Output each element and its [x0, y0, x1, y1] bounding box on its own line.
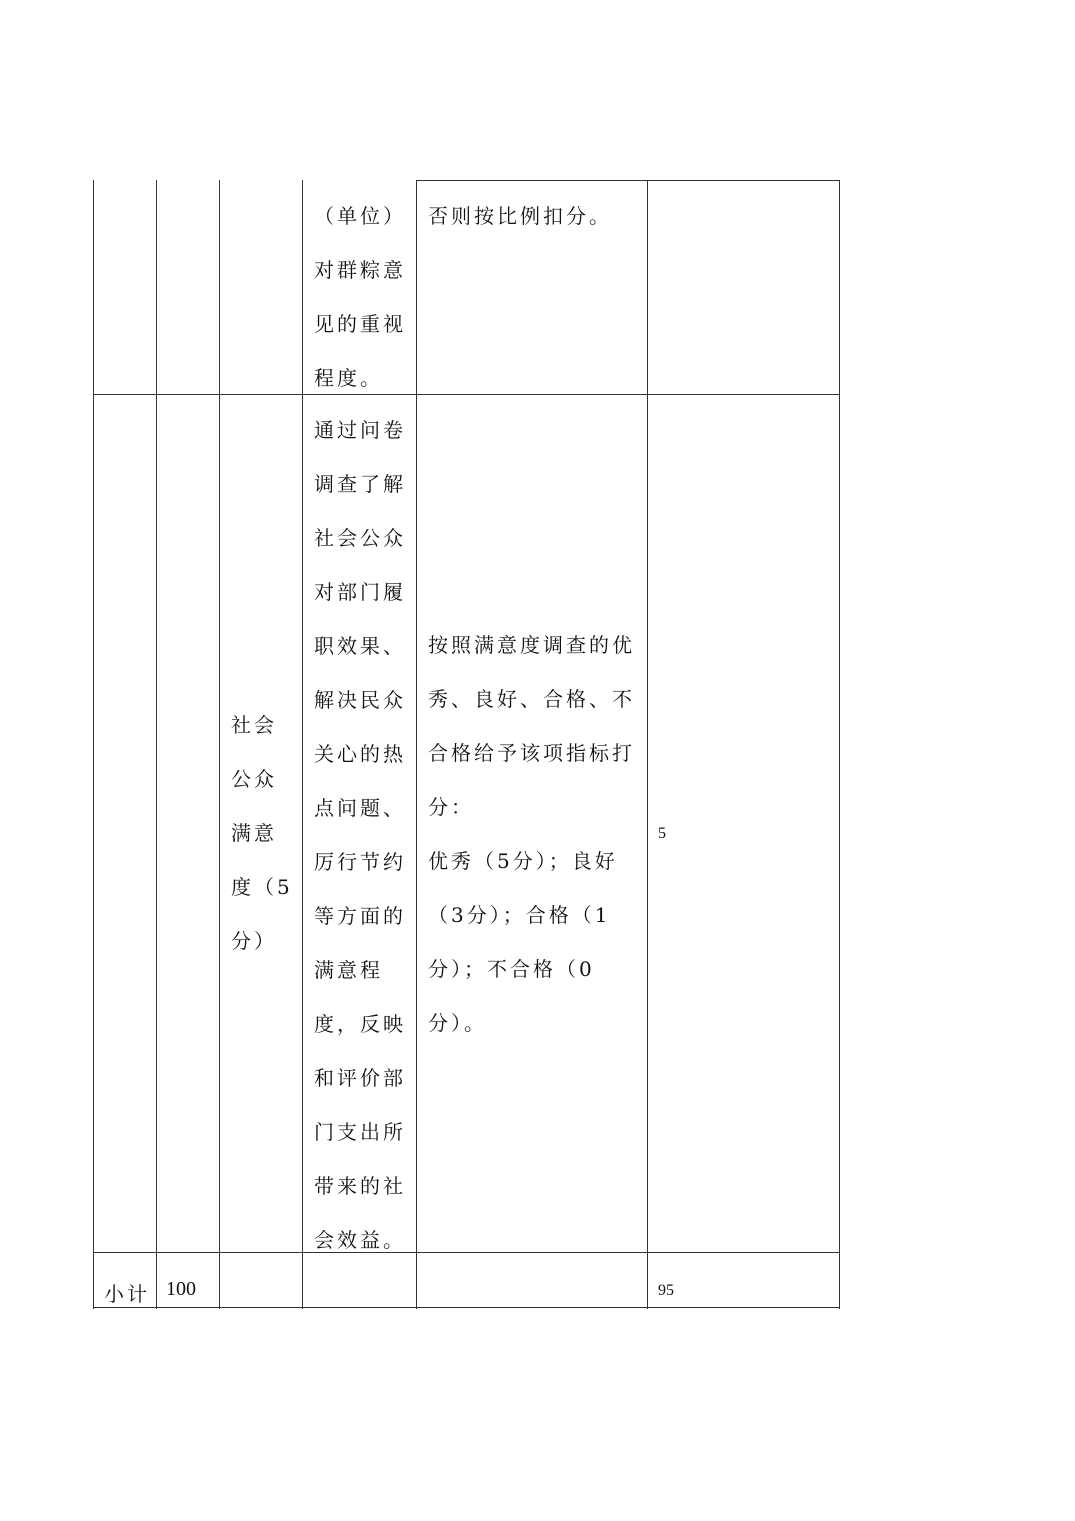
table-border-bottom [93, 1307, 840, 1308]
row2-indicator-line: 公众 [231, 767, 277, 791]
row1-criteria [428, 189, 612, 243]
row2-description-line: 和评价部 [314, 1066, 406, 1090]
row2-criteria-line: 优秀（5分）；良好 [428, 849, 618, 873]
row2-criteria-line: 分： [428, 795, 474, 819]
row2-indicator-line: 分） [231, 929, 277, 953]
row2-indicator-line: 度（5 [231, 875, 293, 899]
row2-indicator-line: 满意 [231, 821, 277, 845]
row2-description-line: 解决民众 [314, 688, 406, 712]
row2-score: 5 [658, 825, 666, 842]
row1-description [314, 189, 406, 405]
table-divider-col1 [156, 180, 157, 1309]
subtotal-weight: 100 [166, 1278, 196, 1300]
row2-description-line: 带来的社 [314, 1174, 406, 1198]
table-divider-col4 [416, 180, 417, 1309]
row2-description-line: 对部门履 [314, 580, 406, 604]
subtotal-label: 小计 [104, 1282, 150, 1306]
row2-description-line: 职效果、 [314, 634, 406, 658]
row1-description-line: 对群粽意 [314, 258, 406, 282]
table-border-right [839, 180, 840, 1309]
row2-description-line: 点问题、 [314, 796, 406, 820]
table-divider-col5 [647, 180, 648, 1309]
row1-description-line: 见的重视 [314, 312, 406, 336]
row2-description-line: 调查了解 [314, 472, 406, 496]
row2-criteria-line: 秀、良好、合格、不 [428, 687, 635, 711]
row2-criteria-line: 分）；不合格（0 [428, 957, 595, 981]
row2-criteria [428, 618, 635, 1050]
row2-description-line: 通过问卷 [314, 418, 406, 442]
table-divider-col2 [219, 180, 220, 1309]
subtotal-score: 95 [658, 1282, 674, 1299]
row2-criteria-line: 分）。 [428, 1011, 487, 1035]
row1-description-line: （单位） [314, 204, 406, 228]
row2-description-line: 厉行节约 [314, 850, 406, 874]
row2-description-line: 等方面的 [314, 904, 406, 928]
row2-criteria-line: 按照满意度调查的优 [428, 633, 635, 657]
table-row-divider-2 [93, 1252, 840, 1253]
row2-description [314, 403, 406, 1267]
table-divider-col3 [302, 180, 303, 1309]
row2-description-line: 社会公众 [314, 526, 406, 550]
row1-description-line: 程度。 [314, 366, 383, 390]
row2-description-line: 关心的热 [314, 742, 406, 766]
row2-description-line: 门支出所 [314, 1120, 406, 1144]
table-row-divider-1 [93, 394, 840, 395]
row2-indicator [231, 698, 293, 968]
row2-criteria-line: （3分）；合格（1 [428, 903, 611, 927]
row2-criteria-line: 合格给予该项指标打 [428, 741, 635, 765]
row1-criteria-line: 否则按比例扣分。 [428, 204, 612, 228]
row2-description-line: 度，反映 [314, 1012, 406, 1036]
row2-indicator-line: 社会 [231, 713, 277, 737]
table-border-top-partial [416, 180, 840, 181]
row2-description-line: 满意程 [314, 958, 383, 982]
table-border-left [93, 180, 94, 1309]
row2-description-line: 会效益。 [314, 1228, 406, 1252]
